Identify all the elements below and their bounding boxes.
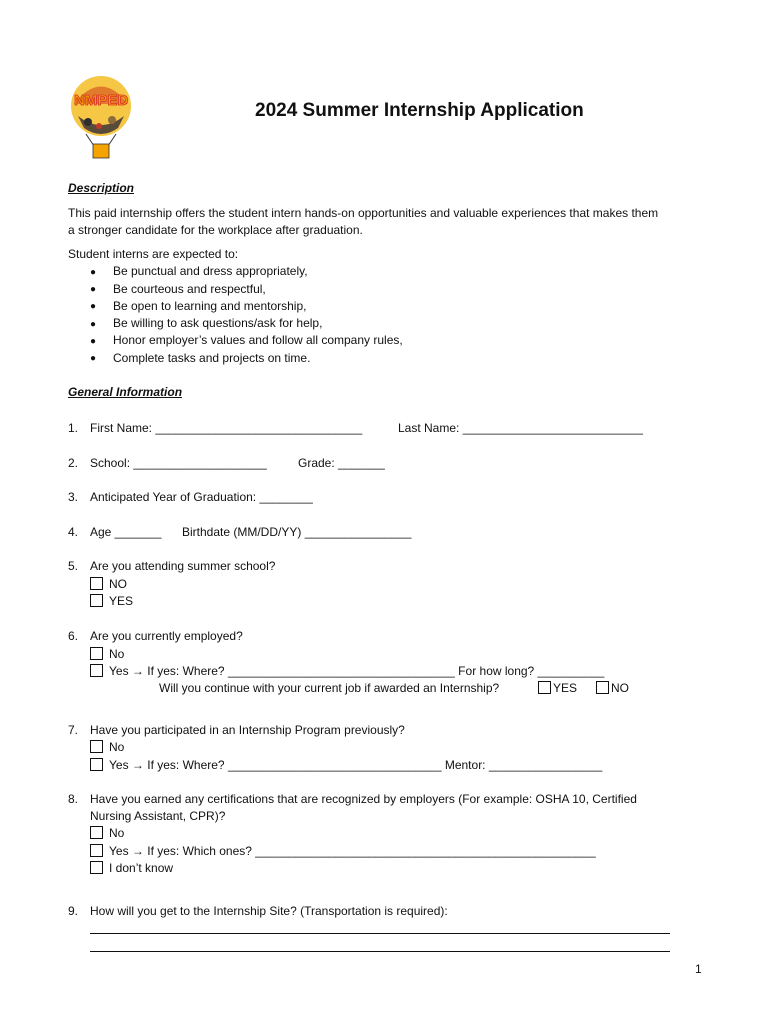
bullet-icon: ● bbox=[90, 353, 97, 364]
checkbox-icon[interactable] bbox=[90, 577, 103, 590]
q4-number: 4. bbox=[68, 525, 79, 539]
bullet-icon: ● bbox=[90, 336, 97, 347]
nmped-logo bbox=[66, 74, 136, 162]
age-field[interactable]: Age _______ bbox=[90, 525, 162, 539]
bullet-icon: ● bbox=[90, 319, 97, 330]
q9-number: 9. bbox=[68, 904, 79, 918]
grade-field[interactable]: Grade: _______ bbox=[298, 456, 385, 470]
q5-number: 5. bbox=[68, 559, 79, 573]
last-name-field[interactable]: Last Name: ___________________________ bbox=[398, 421, 643, 435]
q8-question-line2: Nursing Assistant, CPR)? bbox=[90, 809, 226, 823]
q6-question: Are you currently employed? bbox=[90, 629, 243, 643]
q6-number: 6. bbox=[68, 629, 79, 643]
internship-yes-option[interactable]: Yes → If yes: Where? ________________________________ Mentor: _________________ bbox=[90, 757, 602, 774]
internship-no-option[interactable]: No bbox=[90, 739, 124, 756]
page-number: 1 bbox=[695, 962, 702, 976]
certifications-dont-know-option[interactable]: I don’t know bbox=[90, 860, 173, 877]
graduation-year-field[interactable]: Anticipated Year of Graduation: ________ bbox=[90, 490, 313, 504]
description-text-line2: a stronger candidate for the workplace after graduation. bbox=[68, 223, 363, 237]
page-title: 2024 Summer Internship Application bbox=[255, 100, 584, 121]
q1-number: 1. bbox=[68, 421, 79, 435]
checkbox-icon[interactable] bbox=[90, 758, 103, 771]
continue-job-no-option[interactable]: NO bbox=[596, 680, 629, 697]
document-page: NMPED 2024 Summer Internship Application Description This paid internship offers the student intern hands-on opportunities and valuable experiences that makes them a stronger candidate for the workplace after graduation. Student interns are expected to: ● Be punctual and dress appropriately, ● Be courteous and respectful, ● Be open to learning and mentorship, ● Be willing to ask questions/ask for help, ● Honor employer’s values and follow all company rules, ● Complete tasks and projects on time. General Information 1. First Name: _______________________________ Last Name: ___________________________ 2. School: ____________________ Grade: _______ 3. Anticipated Year of Graduation: ________ 4. Age _______ Birthdate (MM/DD/YY) ________________ 5. Are you attending summer school? NO YES 6. Are you currently employed? No Yes → If yes: Where? __________________________________ For how long? __________ Will you continue with your current job if awarded an Internship? YES NO 7. Have you participated in an Internship Program previously? No Yes → If yes: Where? ________________________________ Mentor: _________________ 8. Have you earned any certifications that are recognized by employers (For example: OSHA 10, Certified Nursing Assistant, CPR)? No Yes → If yes: Which ones? ___________________________________________________ I don’t know 9. How will you get to the Internship Site? (Transportation is required): 1 bbox=[0, 0, 770, 1024]
transportation-answer-line-2[interactable] bbox=[90, 951, 670, 952]
checkbox-icon[interactable] bbox=[90, 844, 103, 857]
employed-no-option[interactable]: No bbox=[90, 646, 124, 663]
checkbox-icon[interactable] bbox=[90, 740, 103, 753]
checkbox-icon[interactable] bbox=[90, 594, 103, 607]
checkbox-icon[interactable] bbox=[538, 681, 551, 694]
checkbox-icon[interactable] bbox=[596, 681, 609, 694]
employed-yes-option[interactable]: Yes → If yes: Where? __________________________________ For how long? __________ bbox=[90, 663, 604, 680]
description-text-line1: This paid internship offers the student intern hands-on opportunities and valuable experiences that makes them bbox=[68, 206, 659, 220]
continue-job-question: Will you continue with your current job if awarded an Internship? bbox=[159, 681, 500, 695]
checkbox-icon[interactable] bbox=[90, 664, 103, 677]
logo-text: NMPED bbox=[74, 92, 129, 109]
q8-question-line1: Have you earned any certifications that are recognized by employers (For example: OSHA 10, Certified bbox=[90, 792, 637, 806]
bullet-icon: ● bbox=[90, 267, 97, 278]
checkbox-icon[interactable] bbox=[90, 647, 103, 660]
bullet-icon: ● bbox=[90, 284, 97, 295]
certifications-no-option[interactable]: No bbox=[90, 825, 124, 842]
q2-number: 2. bbox=[68, 456, 79, 470]
birthdate-field[interactable]: Birthdate (MM/DD/YY) ________________ bbox=[182, 525, 412, 539]
q3-number: 3. bbox=[68, 490, 79, 504]
bullet-icon: ● bbox=[90, 301, 97, 312]
summer-school-no-option[interactable]: NO bbox=[90, 576, 127, 593]
certifications-yes-option[interactable]: Yes → If yes: Which ones? ___________________________________________________ bbox=[90, 843, 596, 860]
school-field[interactable]: School: ____________________ bbox=[90, 456, 267, 470]
q9-question: How will you get to the Internship Site? (Transportation is required): bbox=[90, 904, 448, 918]
q5-question: Are you attending summer school? bbox=[90, 559, 276, 573]
q7-question: Have you participated in an Internship Program previously? bbox=[90, 723, 405, 737]
description-heading: Description bbox=[68, 181, 135, 195]
continue-job-yes-option[interactable]: YES bbox=[538, 680, 577, 697]
expectations-intro: Student interns are expected to: bbox=[68, 247, 239, 261]
checkbox-icon[interactable] bbox=[90, 861, 103, 874]
hot-air-balloon-logo-icon bbox=[66, 74, 136, 162]
general-info-heading: General Information bbox=[68, 385, 183, 399]
q8-number: 8. bbox=[68, 792, 79, 806]
transportation-answer-line-1[interactable] bbox=[90, 933, 670, 934]
first-name-field[interactable]: First Name: _______________________________ bbox=[90, 421, 363, 435]
checkbox-icon[interactable] bbox=[90, 826, 103, 839]
summer-school-yes-option[interactable]: YES bbox=[90, 593, 133, 610]
q7-number: 7. bbox=[68, 723, 79, 737]
